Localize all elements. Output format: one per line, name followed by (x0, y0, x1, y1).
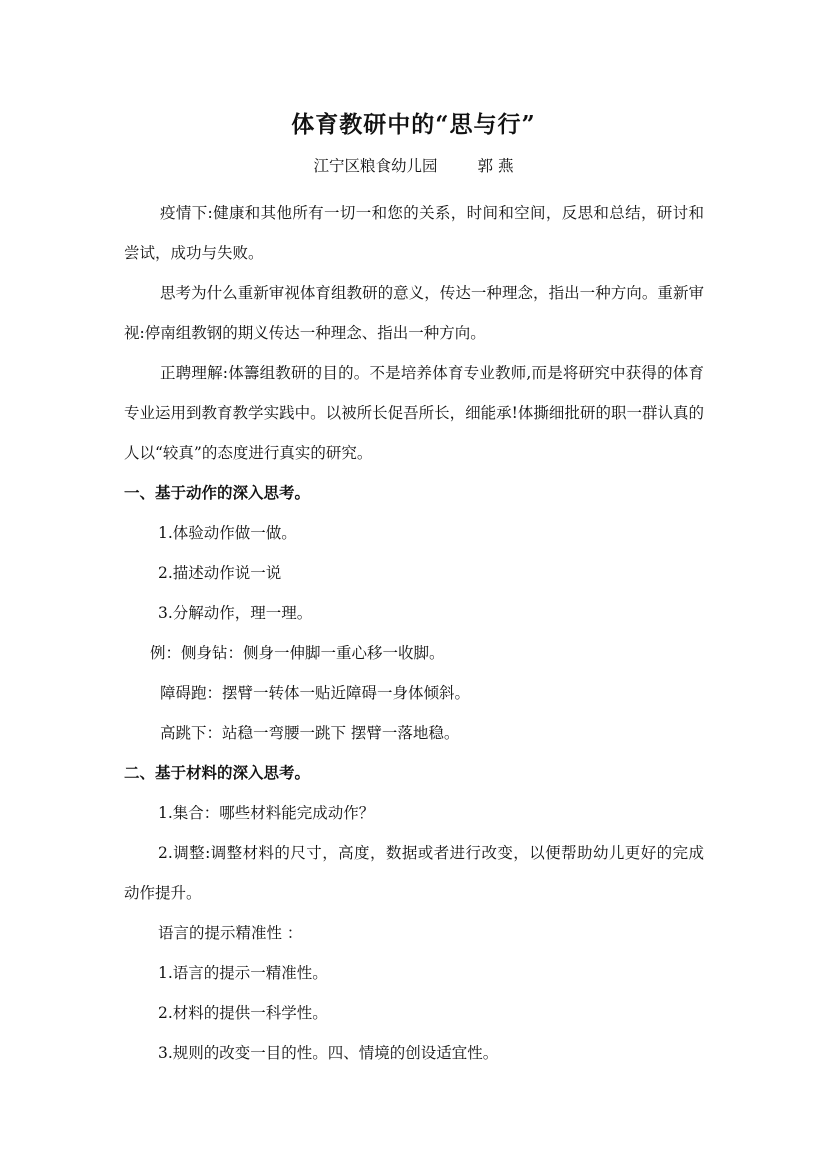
paragraph-understanding: 正聘理解:体籌组教研的目的。不是培养体育专业教师,而是将研究中获得的体育专业运用到教育教学实践中。以被所长促吾所长，细能承!体撕细批研的职一群认真的人以“较真”的态度进行真实的研究。 (124, 364, 704, 462)
example-line: 高跳下：站稳一弯腰一跳下 摆臂一落地稳。 (160, 724, 460, 742)
example-line: 障碍跑：摆臂一转体一贴近障碍一身体倾斜。 (160, 684, 471, 702)
list-item: 1.集合：哪些材料能完成动作？ (158, 804, 375, 822)
list-item: 2.调整:调整材料的尺寸，高度，数据或者进行改变，以便帮助幼儿更好的完成动作提升。 (124, 844, 704, 902)
list-item: 3.分解动作，理一理。 (158, 604, 313, 622)
example-line: 例：侧身钻：侧身一伸脚一重心移一收脚。 (150, 644, 445, 662)
paragraph-rethink: 思考为什么重新审视体育组教研的意义，传达一种理念，指出一种方向。重新审视:停南组教钢的期义传达一种理念、指出一种方向。 (124, 284, 704, 342)
document-byline (0, 154, 827, 176)
list-item: 1.语言的提示一精准性。 (158, 964, 328, 982)
document-body (124, 193, 704, 1073)
paragraph-epidemic: 疫情下:健康和其他所有一切一和您的关系，时间和空间，反思和总结，研讨和尝试，成功与失败。 (124, 204, 704, 262)
language-label: 语言的提示精准性 ： (158, 924, 303, 942)
document-title: 体育教研中的“思与行” (291, 111, 536, 138)
list-item: 2.描述动作说一说 (158, 564, 282, 582)
author-name: 郭 燕 (477, 157, 514, 175)
section-heading-materials: 二、基于材料的深入思考。 (124, 763, 311, 782)
list-item: 3.规则的改变一目的性。四、情境的创设适宜性。 (158, 1044, 499, 1062)
school-name: 江宁区粮食幼儿园 (313, 157, 438, 175)
section-heading-actions: 一、基于动作的深入思考。 (124, 483, 311, 502)
list-item: 1.体验动作做一做。 (158, 524, 297, 542)
list-item: 2.材料的提供一科学性。 (158, 1004, 328, 1022)
